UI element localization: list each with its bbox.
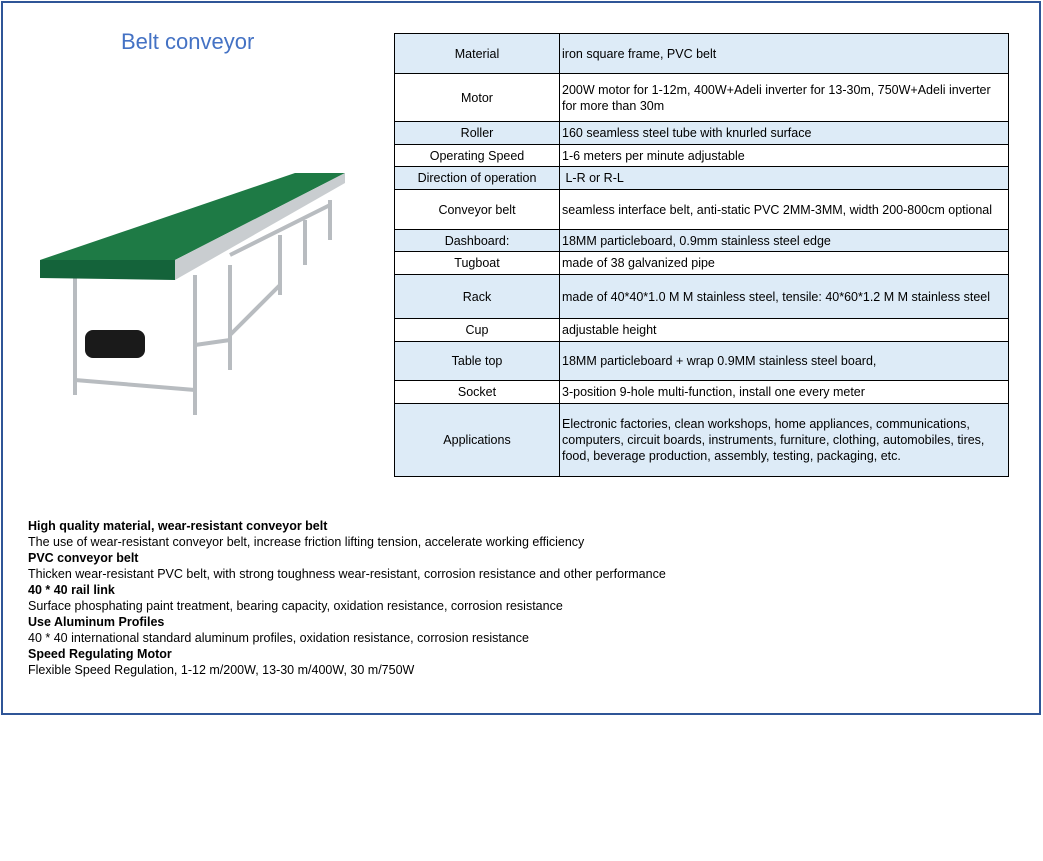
spec-row: Roller 160 seamless steel tube with knurled surface [395, 122, 1009, 145]
feature-text: The use of wear-resistant conveyor belt, increase friction lifting tension, accelerate working efficiency [28, 535, 585, 549]
feature-heading: High quality material, wear-resistant conveyor belt [28, 519, 328, 533]
spec-row: Motor 200W motor for 1-12m, 400W+Adeli inverter for 13-30m, 750W+Adeli inverter for more than 30m [395, 74, 1009, 122]
feature-text: Flexible Speed Regulation, 1-12 m/200W, 13-30 m/400W, 30 m/750W [28, 663, 415, 677]
spec-row: Socket 3-position 9-hole multi-function, install one every meter [395, 381, 1009, 404]
feature-heading: 40 * 40 rail link [28, 583, 115, 597]
feature-heading: PVC conveyor belt [28, 551, 139, 565]
feature-heading: Speed Regulating Motor [28, 647, 172, 661]
spec-row: Rack made of 40*40*1.0 M M stainless steel, tensile: 40*60*1.2 M M stainless steel [395, 275, 1009, 319]
feature-text: Thicken wear-resistant PVC belt, with strong toughness wear-resistant, corrosion resistance and other performance [28, 567, 666, 581]
spec-row: Dashboard: 18MM particleboard, 0.9mm stainless steel edge [395, 230, 1009, 252]
spec-row: Conveyor belt seamless interface belt, anti-static PVC 2MM-3MM, width 200-800cm optional [395, 190, 1009, 230]
spec-row: Operating Speed 1-6 meters per minute adjustable [395, 145, 1009, 167]
spec-row: Cup adjustable height [395, 319, 1009, 342]
feature-text: Surface phosphating paint treatment, bearing capacity, oxidation resistance, corrosion resistance [28, 599, 563, 613]
spec-row: Material iron square frame, PVC belt [395, 34, 1009, 74]
features-list [28, 518, 666, 678]
belt-conveyor-image [30, 165, 360, 420]
spec-row: Direction of operation L-R or R-L [395, 167, 1009, 190]
spec-row: Tugboat made of 38 galvanized pipe [395, 252, 1009, 275]
spec-row: Applications Electronic factories, clean workshops, home appliances, communications, computers, circuit boards, instruments, furniture, clothing, automobiles, tires, food, beverage production, assembly, testing, packaging, etc. [395, 404, 1009, 477]
spec-row: Table top 18MM particleboard + wrap 0.9MM stainless steel board, [395, 342, 1009, 381]
specs-table [394, 33, 1009, 477]
page-title: Belt conveyor [121, 29, 255, 54]
feature-heading: Use Aluminum Profiles [28, 615, 165, 629]
feature-text: 40 * 40 international standard aluminum profiles, oxidation resistance, corrosion resistance [28, 631, 529, 645]
